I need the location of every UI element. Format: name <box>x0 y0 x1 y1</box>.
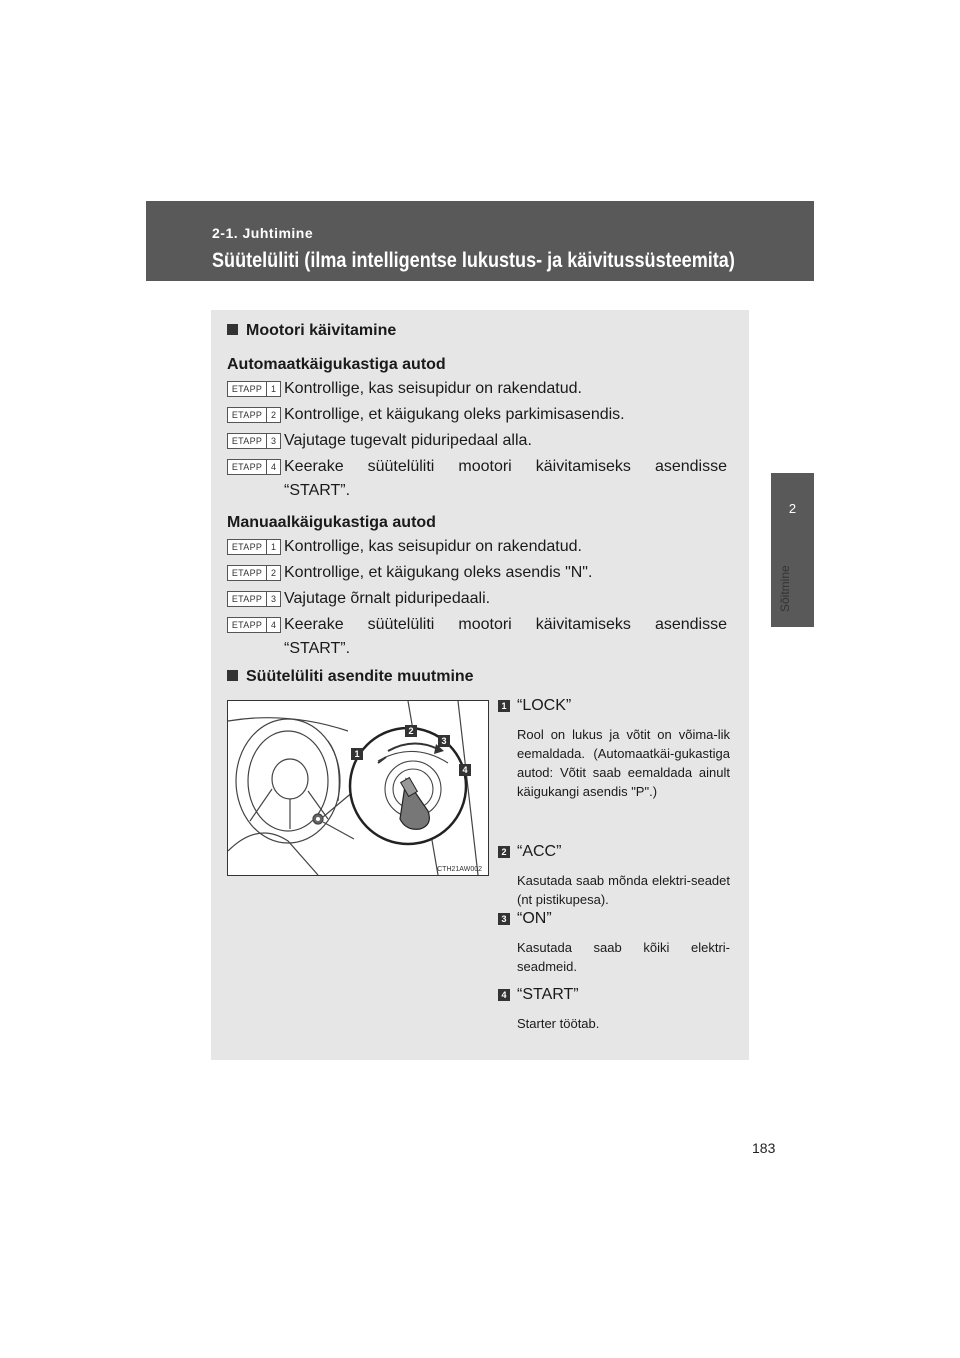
square-bullet-icon <box>227 324 238 335</box>
position-item <box>498 697 730 801</box>
square-bullet-icon <box>227 670 238 681</box>
step-text: Kontrollige, kas seisupidur on rakendatud. <box>284 380 582 397</box>
chapter-label: Sõitmine <box>778 565 792 612</box>
ignition-drawing <box>228 701 488 875</box>
illustration-label: 4 <box>462 765 468 775</box>
illustration-label: 1 <box>354 749 360 759</box>
position-description: Starter töötab. <box>517 1016 600 1031</box>
step-badge: ETAPP 4 <box>227 459 281 475</box>
step-text: Keerake süütelüliti mootori käivitamiseks asendisse <box>284 458 727 475</box>
step-item <box>227 403 727 427</box>
position-description: Rool on lukus ja võtit on võima-lik eemaldada. (Automaatkäi-gukastiga autod: Võtit saab eemaldada ainult käigukangi asendis "P".) <box>517 727 730 799</box>
step-badge: ETAPP 3 <box>227 433 281 449</box>
position-description: Kasutada saab kõiki elektri-seadmeid. <box>517 940 730 974</box>
step-item <box>227 377 727 401</box>
position-label: “ON” <box>517 910 552 927</box>
position-item <box>498 986 730 1033</box>
illustration-code: CTH21AW002 <box>437 866 482 873</box>
position-label: “ACC” <box>517 843 562 860</box>
position-number-icon: 4 <box>498 989 510 1001</box>
step-badge: ETAPP 3 <box>227 591 281 607</box>
position-number-icon: 2 <box>498 846 510 858</box>
step-text-continued: “START”. <box>284 640 351 657</box>
chapter-header <box>146 201 814 281</box>
step-item <box>227 455 727 503</box>
step-text: Kontrollige, et käigukang oleks asendis "N". <box>284 564 593 581</box>
step-item <box>227 535 727 559</box>
step-badge: ETAPP 4 <box>227 617 281 633</box>
step-text: Vajutage õrnalt piduripedaali. <box>284 590 491 607</box>
section-heading-text: Mootori käivitamine <box>246 322 397 339</box>
step-item <box>227 429 727 453</box>
step-text: Keerake süütelüliti mootori käivitamiseks asendisse <box>284 616 727 633</box>
page-title: Süütelüliti (ilma intelligentse lukustus- ja käivitussüsteemita) <box>212 249 735 272</box>
position-item <box>498 910 730 976</box>
position-label: “START” <box>517 986 579 1003</box>
step-text: Kontrollige, kas seisupidur on rakendatud. <box>284 538 582 555</box>
position-description: Kasutada saab mõnda elektri-seadet (nt pistikupesa). <box>517 873 730 907</box>
section-heading-text: Süütelüliti asendite muutmine <box>246 668 474 685</box>
position-number-icon: 3 <box>498 913 510 925</box>
section-number: 2-1. Juhtimine <box>212 225 314 241</box>
position-item <box>498 843 730 909</box>
step-item <box>227 561 727 585</box>
chapter-number: 2 <box>788 501 797 516</box>
step-item <box>227 587 727 611</box>
step-badge: ETAPP 1 <box>227 381 281 397</box>
position-label: “LOCK” <box>517 697 572 714</box>
step-text: Kontrollige, et käigukang oleks parkimisasendis. <box>284 406 625 423</box>
illustration-label: 3 <box>441 736 447 746</box>
step-text-continued: “START”. <box>284 482 351 499</box>
illustration-label: 2 <box>408 726 414 736</box>
step-badge: ETAPP 1 <box>227 539 281 555</box>
subheading-manual: Manuaalkäigukastiga autod <box>227 514 436 531</box>
subheading-automatic: Automaatkäigukastiga autod <box>227 356 446 373</box>
step-badge: ETAPP 2 <box>227 407 281 423</box>
section-heading-positions <box>227 668 474 686</box>
section-heading-start <box>227 322 396 340</box>
position-number-icon: 1 <box>498 700 510 712</box>
step-item <box>227 613 727 661</box>
step-text: Vajutage tugevalt piduripedaal alla. <box>284 432 532 449</box>
ignition-illustration <box>227 700 489 876</box>
page-number: 183 <box>752 1140 776 1156</box>
step-badge: ETAPP 2 <box>227 565 281 581</box>
